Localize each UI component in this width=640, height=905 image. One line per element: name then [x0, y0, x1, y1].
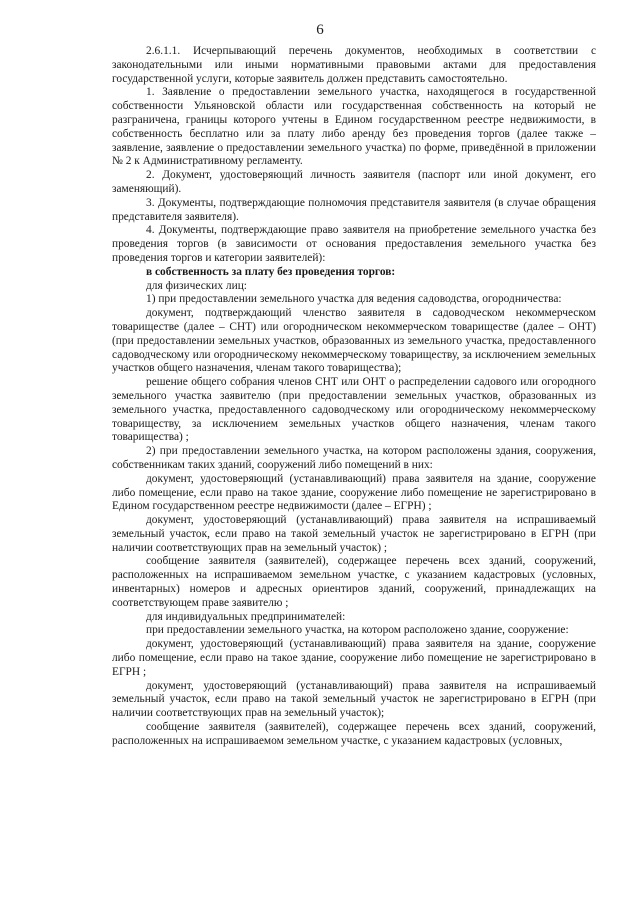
paragraph-general-meeting: решение общего собрания членов СНТ или ОНТ о распределении садового или огородного земельного участка заявителю (при предоставлении земельных участков, образованных из земельного участка, предоставленного садоводческому или огородническому некоммерческому товариществу, за исключением земельных участков общего назначения, членам такого товарищества) ;	[112, 376, 596, 444]
paragraph-ie-buildings-list: сообщение заявителя (заявителей), содержащее перечень всех зданий, сооружений, расположенных на испрашиваемом земельном участке, с указанием кадастровых (условных,	[112, 721, 596, 747]
paragraph-item-4: 4. Документы, подтверждающие право заявителя на приобретение земельного участка без проведения торгов (в зависимости от основания предоставления земельного участка без проведения торгов и категории заявителей):	[112, 224, 596, 264]
paragraph-case-2: 2) при предоставлении земельного участка, на котором расположены здания, сооружения, собственникам таких зданий, сооружений либо помещений в них:	[112, 445, 596, 471]
paragraph-land-rights: документ, удостоверяющий (устанавливающий) права заявителя на испрашиваемый земельный участок, если право на такой земельный участок не зарегистрировано в ЕГРН (при наличии соответствующих прав на земельный участок) ;	[112, 514, 596, 554]
paragraph-membership-doc: документ, подтверждающий членство заявителя в садоводческом некоммерческом товариществе (далее – СНТ) или огородническом некоммерческом товариществе (далее – ОНТ) (при предоставлении земельных участков, образованных из земельного участка, предоставленного садоводческому или огородническому некоммерческому товариществу, за исключением земельных участков общего назначения, членам такого товарищества);	[112, 307, 596, 375]
paragraph-item-3: 3. Документы, подтверждающие полномочия представителя заявителя (в случае обращения представителя заявителя).	[112, 196, 596, 223]
section-heading: в собственность за плату без проведения торгов:	[146, 265, 396, 278]
paragraph-ie-building-rights: документ, удостоверяющий (устанавливающий) права заявителя на здание, сооружение либо помещение, если право на такое здание, сооружение либо помещение не зарегистрировано в ЕГРН ;	[112, 638, 596, 678]
paragraph-item-2: 2. Документ, удостоверяющий личность заявителя (паспорт или иной документ, его заменяющий).	[112, 169, 596, 195]
paragraph-ie-case: при предоставлении земельного участка, на котором расположено здание, сооружение:	[146, 624, 569, 637]
paragraph-item-1: 1. Заявление о предоставлении земельного участка, находящегося в государственной собственности Ульяновской области или государственная собственность на который не разграничена, границы которого учтены в Едином государственном реестре недвижимости, в собственность бесплатно или за плату либо аренду без проведения торгов (далее также – заявление, заявление о предоставлении земельного участка) по форме, приведённой в приложении № 2 к Административному регламенту.	[112, 86, 596, 168]
paragraph-building-rights: документ, удостоверяющий (устанавливающий) права заявителя на здание, сооружение либо помещение, если право на такое здание, сооружение либо помещение не зарегистрировано в Едином государственном реестре недвижимости (далее – ЕГРН) ;	[112, 472, 596, 513]
paragraph-intro: 2.6.1.1. Исчерпывающий перечень документов, необходимых в соответствии с законодательными или иными нормативными правовыми актами для предоставления государственной услуги, которые заявитель должен представить самостоятельно.	[112, 45, 596, 85]
subheading-entrepreneurs: для индивидуальных предпринимателей:	[146, 610, 346, 623]
document-body	[112, 45, 596, 749]
paragraph-case-1: 1) при предоставлении земельного участка для ведения садоводства, огородничества:	[146, 293, 562, 306]
subheading-individuals: для физических лиц:	[146, 279, 247, 292]
paragraph-buildings-list: сообщение заявителя (заявителей), содержащее перечень всех зданий, сооружений, расположенных на испрашиваемом земельном участке, с указанием кадастровых (условных, инвентарных) номеров и адресных ориентиров зданий, сооружений, принадлежащих на соответствующем праве заявителю ;	[112, 555, 596, 609]
page-number: 6	[316, 22, 324, 38]
paragraph-ie-land-rights: документ, удостоверяющий (устанавливающий) права заявителя на испрашиваемый земельный участок, если право на такой земельный участок не зарегистрировано в ЕГРН (при наличии соответствующих прав на земельный участок);	[112, 679, 596, 720]
